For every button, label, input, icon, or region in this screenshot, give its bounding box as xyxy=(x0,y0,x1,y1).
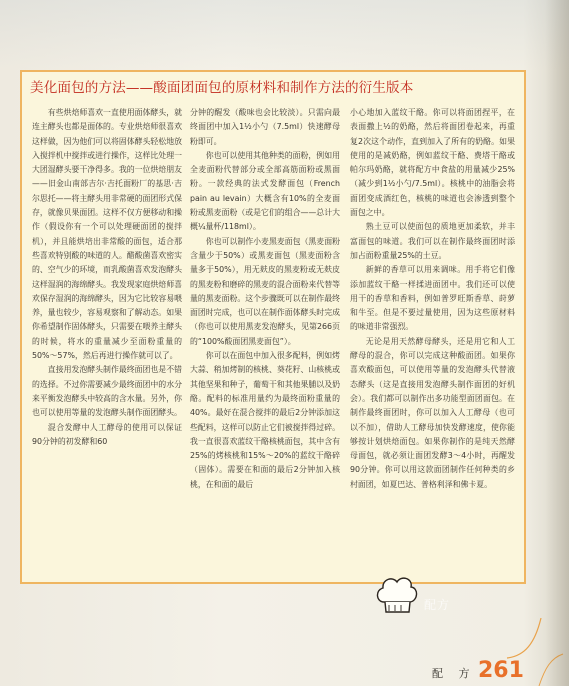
scan-shading xyxy=(0,0,569,70)
paragraph: 有些烘焙师喜欢一直使用面体酵头，就连主酵头也都是面体的。专业烘焙师很喜欢这样做，因为他们可以将固体酵头轻松地放入搅拌机中搅拌或进行操作，这样比处理一大团湿酵头要干净得多。我的一位烘焙朋友——旧金山南部吉尔·吉托面粉厂的基思·吉尔思托——将主酵头用非常硬的面团形式保存，就像贝果面团。这样不仅方便移动和操作（假设你有一个可以处理硬面团的搅拌机），并且能烘培出非常酸的面包，适合那些喜欢特别酸的味道的人。醋酸菌喜欢密实的、空气少的环境，而乳酸菌喜欢发泡酵头这样湿润的海绵酵头。我发现家庭烘焙师喜欢保存湿润的海绵酵头，因为它比较容易喂养，量也较少，容易观察和了解动态。如果你希望制作固体酵头，只需要在喂养主酵头的时候，将水的重量减少至面粉重量的50%～57%，然后再进行操作就可以了。 xyxy=(32,108,182,361)
text-column-2 xyxy=(190,106,340,492)
article-box xyxy=(20,70,526,584)
paragraph: 直接用发泡酵头制作最终面团也是不错的选择。不过你需要减少最终面团中的水分来平衡发泡酵头中较高的含水量。另外，你也可以使用等量的发泡酵头制作面团酵头。 xyxy=(32,365,182,418)
page-spine-shadow xyxy=(545,0,569,686)
article-title: 美化面包的方法——酸面团面包的原材料和制作方法的衍生版本 xyxy=(30,80,414,96)
paragraph: 新鲜的香草可以用来调味。用手将它们像添加蓝纹干酪一样揉进面团中。我们还可以使用干的香草和香料，例如普罗旺斯香草、莳萝和牛至。但是不要过量使用，因为这些原材料的味道非常强烈。 xyxy=(350,265,515,332)
paragraph: 分钟的醒发（酸味也会比较淡）。只需向最终面团中加入1½小勺（7.5ml）快速酵母粉即可。 xyxy=(190,108,340,146)
paragraph: 你也可以使用其他种类的面粉，例如用全麦面粉代替部分或全部高筋面粉或黑面粉。一款经典的法式发酵面包（French pain au levain）大概含有10%的全麦面粉或黑麦面粉（或是它们的组合——总计大概¼量杯/118ml）。 xyxy=(190,150,340,232)
paragraph: 熟土豆可以使面包的质地更加柔软，并丰富面包的味道。我们可以在制作最终面团时添加占面粉重量25%的土豆。 xyxy=(350,222,515,260)
paragraph: 无论是用天然酵母酵头，还是用它和人工酵母的混合，你可以完成这种酸面团。如果你喜欢酸面包，可以使用等量的发泡酵头代替液态酵头（这是直接用发泡酵头制作面团的好机会）。我们都可以制作出多功能型面团面包。在制作最终面团时，你可以加入人工酵母（也可以不加），借助人工酵母加快发酵速度，使你能够按计划烘焙面包。如果你制作的是纯天然酵母面包，就必须让面团发酵3～4小时，再醒发90分钟。你可以用这款面团制作任何种类的乡村面团，如夏巴达、普格利泽和佛卡夏。 xyxy=(350,336,515,489)
paragraph: 小心地加入蓝纹干酪。你可以将面团捏平，在表面撒上½的奶酪，然后将面团卷起来，再重复2次这个动作，直到加入了所有的奶酪。如果使用的是减奶酪，例如蓝纹干酪、费塔干酪或帕尔玛奶酪，就将配方中食盐的用量减少25%（减少到1½小勺/7.5ml）。核桃中的油脂会将面团变成酒红色，核桃的味道也会渗透到整个面包之中。 xyxy=(350,108,515,218)
watermark: 配方 xyxy=(424,598,451,612)
paragraph: 混合发酵中人工酵母的使用可以保证90分钟的初发酵和60 xyxy=(32,422,182,446)
section-label: 配 方 xyxy=(432,667,476,680)
paragraph: 你也可以制作小麦黑麦面包（黑麦面粉含量少于50%）或黑麦面包（黑麦面粉含量多于50%），用无麸皮的黑麦粉或无麸皮的黑麦粉和磨碎的黑麦的混合面粉来代替等量的黑麦面粉。这个步骤既可以在制作最终面团时完成，也可以在制作面体酵头时完成（你也可以使用黑麦发泡酵头，见第266页的“100%酸面团黑麦面包”）。 xyxy=(190,236,340,346)
chef-hat-icon xyxy=(372,568,422,618)
paragraph: 你可以在面包中加入很多配料，例如烤大蒜、稍加烤制的核桃、葵花籽、山核桃或其他坚果和种子，葡萄干和其他果脯以及奶酪。配料的标准用量约为最终面粉重量的40%。最好在混合搅拌的最后2分钟添加这些配料，这样可以防止它们被搅拌得过碎。我一直很喜欢蓝纹干酪核桃面包，其中含有25%的烤核桃和15%～20%的蓝纹干酪碎（固体）。需要在和面的最后2分钟加入核桃，在和面的最后 xyxy=(190,351,340,489)
text-column-3 xyxy=(350,106,515,492)
text-column-1 xyxy=(32,106,182,449)
page-number: 261 xyxy=(478,658,524,683)
